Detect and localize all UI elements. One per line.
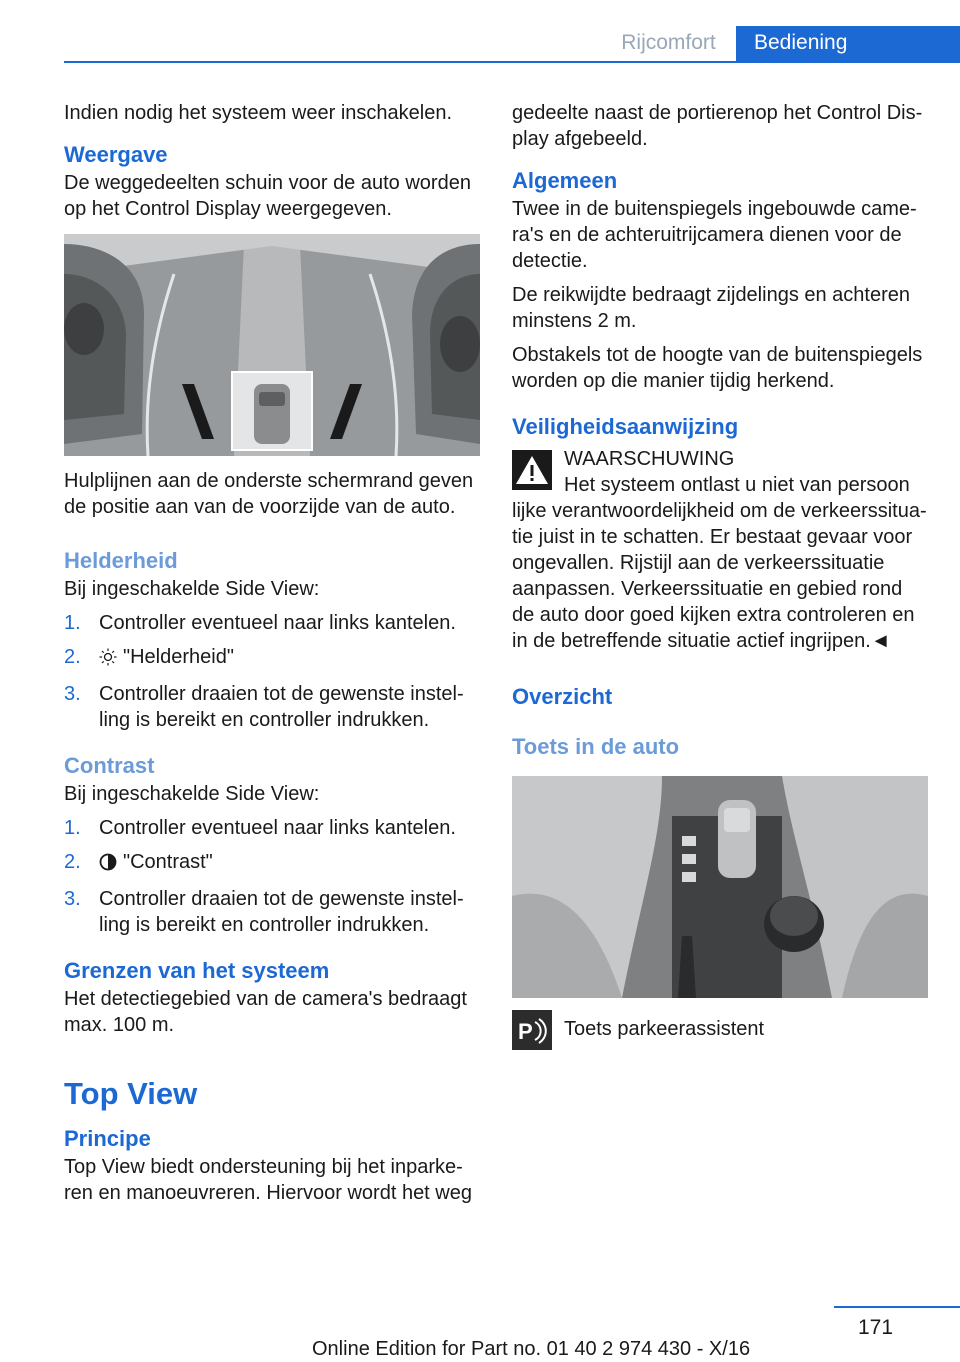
contrast-heading: Contrast bbox=[64, 753, 155, 778]
svg-text:P: P bbox=[518, 1019, 533, 1044]
contrast-step-1: 1. Controller eventueel naar links kantelen. bbox=[64, 817, 456, 839]
contrast-step-3: 3. Controller draaien tot de gewenste instelling is bereikt en controller indrukken. bbox=[64, 888, 464, 936]
footer-edition: Online Edition for Part no. 01 40 2 974 430 - X/16 bbox=[312, 1338, 751, 1360]
helderheid-intro: Bij ingeschakelde Side View: bbox=[64, 578, 320, 600]
grenzen-text: Het detectiegebied van de camera's bedraagt max. 100 m. bbox=[64, 988, 467, 1036]
park-assist-icon bbox=[512, 1010, 552, 1050]
helderheid-heading: Helderheid bbox=[64, 548, 178, 573]
toets-row bbox=[512, 1010, 928, 1054]
warning-block bbox=[512, 446, 928, 654]
contrast-intro: Bij ingeschakelde Side View: bbox=[64, 783, 320, 805]
veiligheid-heading: Veiligheidsaanwijzing bbox=[512, 414, 739, 439]
footer-rule bbox=[834, 1306, 960, 1308]
header-rule bbox=[64, 61, 960, 63]
continued-text: gedeelte naast de portierenop het Control Display afgebeeld. bbox=[512, 102, 923, 150]
page-number: 171 bbox=[858, 1316, 894, 1339]
toets-heading: Toets in de auto bbox=[512, 734, 680, 759]
toets-label: Toets parkeerassistent bbox=[564, 1018, 765, 1040]
helderheid-steps bbox=[64, 610, 480, 733]
algemeen-p2: De reikwijdte bedraagt zijdelings en achteren minstens 2 m. bbox=[512, 284, 911, 332]
contrast-step-2: 2. "Contrast" bbox=[64, 849, 480, 878]
helderheid-step-1: 1. Controller eventueel naar links kantelen. bbox=[64, 612, 456, 634]
header-tab-rijcomfort[interactable]: Rijcomfort bbox=[621, 31, 716, 54]
weergave-text: De weggedeelten schuin voor de auto worden op het Control Display weergegeven. bbox=[64, 172, 471, 220]
weergave-heading: Weergave bbox=[64, 142, 168, 167]
contrast-steps bbox=[64, 815, 480, 938]
right-column bbox=[512, 100, 928, 1054]
contrast-icon bbox=[99, 852, 117, 878]
algemeen-heading: Algemeen bbox=[512, 168, 618, 193]
helderheid-step-3: 3. Controller draaien tot de gewenste instelling is bereikt en controller indrukken. bbox=[64, 683, 464, 731]
helderheid-step-2: 2. "Helderheid" bbox=[64, 644, 480, 673]
left-column bbox=[64, 100, 480, 1214]
algemeen-p1: Twee in de buitenspiegels ingebouwde camera's en de achteruitrijcamera dienen voor de detectie. bbox=[512, 198, 917, 272]
topview-heading: Top View bbox=[64, 1076, 198, 1111]
intro-text: Indien nodig het systeem weer inschakelen. bbox=[64, 102, 453, 124]
warning-icon bbox=[512, 450, 552, 490]
header-tab-bediening[interactable]: Bediening bbox=[736, 26, 960, 62]
center-console-image bbox=[512, 776, 928, 998]
figure-caption: Hulplijnen aan de onderste schermrand geven de positie aan van de voorzijde van de auto. bbox=[64, 470, 474, 518]
warning-text: lijke verantwoordelijkheid om de verkeerssituatie juist in te schatten. Er bestaat gevaar voor ongevallen. Rijstijl aan de verkeerssituatie aanpassen. Verkeerssituatie en gebied rond de auto door goed kijken extra controleren en in de betreffende situatie actief ingrijpen.◄ bbox=[512, 500, 927, 652]
grenzen-heading: Grenzen van het systeem bbox=[64, 958, 330, 983]
principe-heading: Principe bbox=[64, 1126, 151, 1151]
algemeen-p3: Obstakels tot de hoogte van de buitenspiegels worden op die manier tijdig herkend. bbox=[512, 344, 923, 392]
principe-text: Top View biedt ondersteuning bij het inparkeren en manoeuvreren. Hiervoor wordt het weg bbox=[64, 1156, 472, 1204]
overzicht-heading: Overzicht bbox=[512, 684, 613, 709]
warning-first-line: Het systeem ontlast u niet van persoon bbox=[564, 474, 910, 496]
brightness-icon bbox=[99, 647, 117, 673]
side-view-image bbox=[64, 234, 480, 456]
warning-label: WAARSCHUWING bbox=[564, 448, 735, 470]
